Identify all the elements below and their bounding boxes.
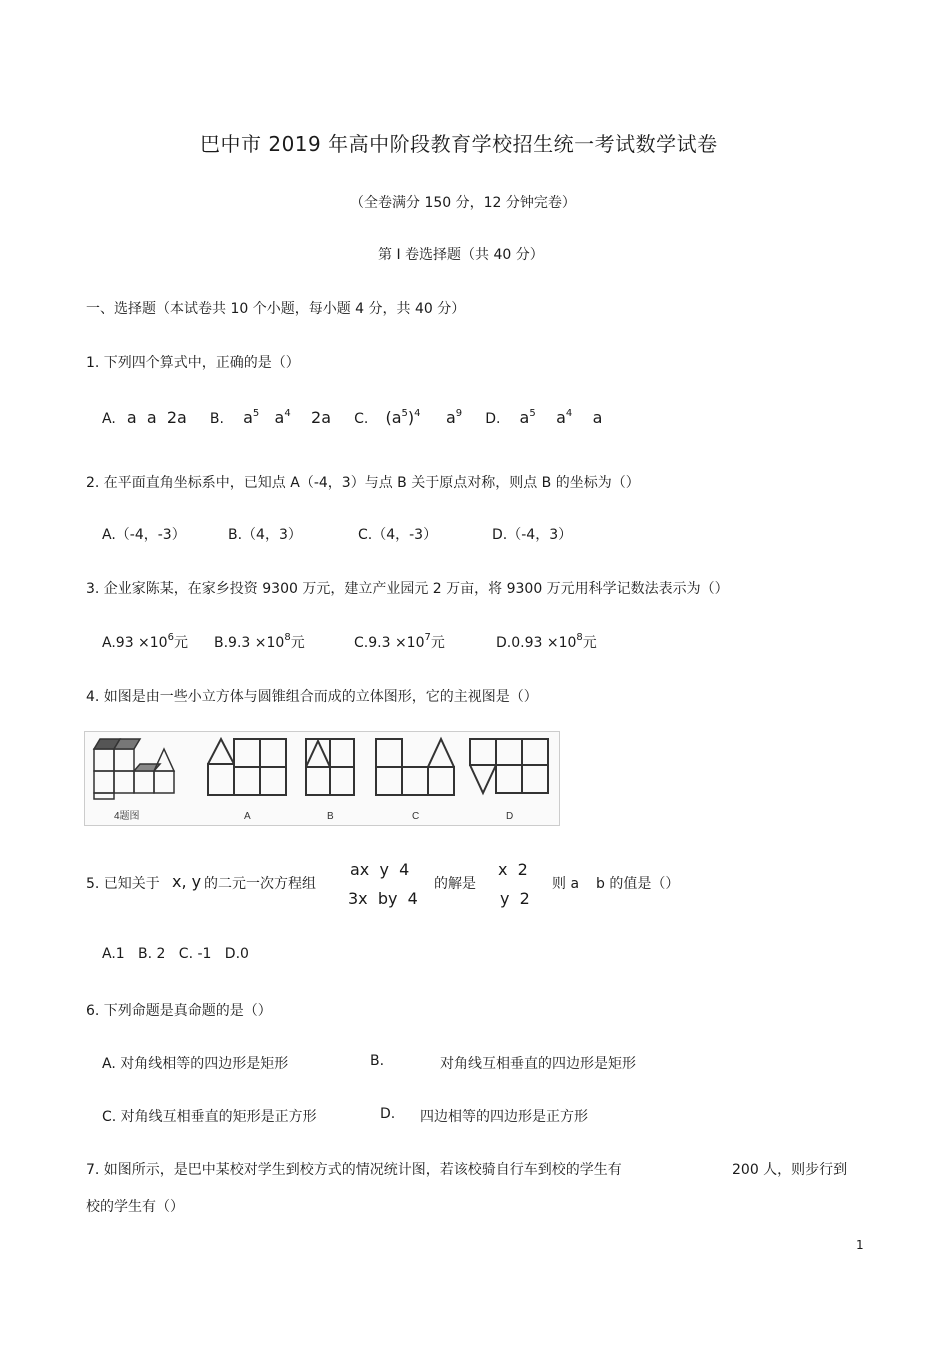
option-b-expr: $a^5$ $a^4$ 2a (243, 408, 332, 427)
question-6-option-b-label: B. (370, 1053, 385, 1069)
question-3-option-a: $A.93 \times 10^6$元 (102, 632, 188, 651)
option-b-label: B. (209, 411, 224, 427)
question-7-stem-a: 7. 如图所示，是巴中某校对学生到校方式的情况统计图，若该校骑自行车到校的学生有 (86, 1162, 622, 1178)
solution-y: y 2 (500, 889, 530, 908)
exam-title: 巴中市 2019 年高中阶段教育学校招生统一考试数学试卷 (200, 132, 718, 156)
option-c-label: C (412, 811, 420, 822)
question-5-solution-text: 的解是 (434, 876, 476, 892)
question-6-option-d-label: D. (380, 1106, 396, 1122)
option-a-label: A. (102, 411, 116, 427)
question-2-option-b: B.（4，3） (228, 527, 302, 543)
section-title: 一、选择题（本试卷共 10 个小题，每小题 4 分，共 40 分） (86, 301, 466, 317)
question-6-option-a: A. 对角线相等的四边形是矩形 (102, 1056, 289, 1072)
option-b-label: B (327, 811, 334, 822)
option-a-expr: a a 2a (126, 408, 187, 427)
question-4-figure (84, 731, 560, 826)
option-a-label: A (244, 811, 251, 822)
part-title: 第 I 卷选择题（共 40 分） (378, 247, 544, 263)
question-5-suffix-a: 则 a (552, 876, 580, 892)
option-d-expr: $a^5$ $a^4$ a (519, 408, 603, 427)
question-6-stem: 6. 下列命题是真命题的是（） (86, 1003, 272, 1019)
exam-subtitle: （全卷满分 150 分，12 分钟完卷） (350, 195, 576, 211)
option-d-label: D. (485, 411, 501, 427)
option-c-expr: $(a^5)^4$ $a^9$ (385, 408, 463, 427)
question-6-option-c: C. 对角线互相垂直的矩形是正方形 (102, 1109, 317, 1125)
question-3-stem: 3. 企业家陈某，在家乡投资 9300 万元，建立产业园元 2 万亩，将 9300 万元用科学记数法表示为（） (86, 581, 729, 597)
question-2-option-c: C.（4，-3） (358, 527, 438, 543)
figure-caption: 4题图 (114, 811, 140, 822)
equation-2: 3x by 4 (348, 889, 418, 908)
question-4-stem: 4. 如图是由一些小立方体与圆锥组合而成的立体图形，它的主视图是（） (86, 689, 538, 705)
question-3-option-c: $C.9.3 \times 10^7$元 (354, 632, 445, 651)
question-7-stem-b: 200 人，则步行到 (732, 1162, 848, 1178)
question-3-option-b: $B.9.3 \times 10^8$元 (214, 632, 305, 651)
question-3-option-d: $D.0.93 \times 10^8$元 (496, 632, 597, 651)
question-5-suffix-b: b 的值是（） (596, 876, 680, 892)
solution-x: x 2 (498, 860, 528, 879)
question-1-stem: 1. 下列四个算式中，正确的是（） (86, 355, 300, 371)
page-number: 1 (856, 1238, 864, 1252)
question-6-option-d: 四边相等的四边形是正方形 (420, 1109, 588, 1125)
option-c-label: C. (354, 411, 369, 427)
question-7-stem-c: 校的学生有（） (86, 1199, 184, 1215)
option-d-label: D (506, 811, 514, 822)
question-5-options: A.1 B. 2 C. -1 D.0 (102, 946, 249, 962)
equation-1: ax y 4 (350, 860, 410, 879)
question-2-option-a: A.（-4，-3） (102, 527, 186, 543)
question-5-mid: 的二元一次方程组 (204, 876, 316, 892)
question-2-option-d: D.（-4，3） (492, 527, 573, 543)
question-1-options (102, 408, 602, 427)
question-2-stem: 2. 在平面直角坐标系中，已知点 A（-4，3）与点 B 关于原点对称，则点 B 的坐标为（） (86, 475, 640, 491)
question-5-prefix: 5. 已知关于 (86, 876, 160, 892)
question-5-vars: x, y (172, 872, 202, 891)
question-6-option-b: 对角线互相垂直的四边形是矩形 (440, 1056, 636, 1072)
